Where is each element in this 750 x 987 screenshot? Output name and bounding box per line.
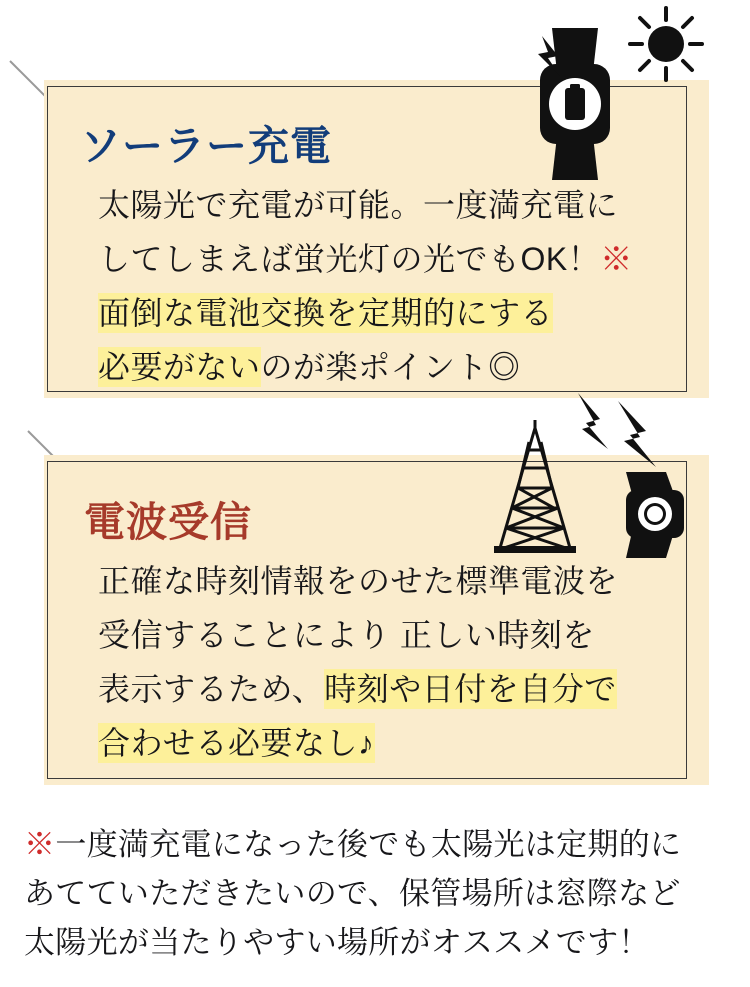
footnote xyxy=(24,820,734,967)
text-line xyxy=(98,554,698,608)
footnote-line xyxy=(24,869,734,918)
sun-icon xyxy=(600,0,710,90)
footnote-line xyxy=(24,918,734,967)
text-line xyxy=(98,608,698,662)
text-run: のが楽ポイント◎ xyxy=(260,349,521,385)
text-line xyxy=(98,716,698,770)
text-run: してしまえば蛍光灯の光でもOK！ xyxy=(98,241,601,277)
text-run: 表示するため、 xyxy=(98,671,325,707)
text-run: 太陽光で充電が可能。一度満充電に xyxy=(98,187,619,223)
text-run: 受信することにより 正しい時刻を xyxy=(98,617,595,653)
highlighted-text-run: 時刻や日付を自分で xyxy=(324,671,617,707)
solar-heading: ソーラー充電 xyxy=(80,123,332,169)
text-line xyxy=(98,232,698,286)
text-line xyxy=(98,178,698,232)
reference-mark: ※ xyxy=(600,241,633,277)
footnote-mark: ※ xyxy=(24,827,56,862)
footnote-text: あてていただきたいので、保管場所は窓際など xyxy=(24,876,681,911)
highlighted-text-run: 合わせる必要なし♪ xyxy=(98,725,375,761)
radio-body-text xyxy=(98,554,698,770)
solar-body-text xyxy=(98,178,698,394)
highlighted-text-run: 必要がない xyxy=(98,349,261,385)
text-line xyxy=(98,286,698,340)
text-run: 正確な時刻情報をのせた標準電波を xyxy=(98,563,619,599)
footnote-line xyxy=(24,820,734,869)
footnote-text: 一度満充電になった後でも太陽光は定期的に xyxy=(55,827,682,862)
radio-heading: 電波受信 xyxy=(84,499,252,545)
footnote-text: 太陽光が当たりやすい場所がオススメです！ xyxy=(24,925,650,960)
text-line xyxy=(98,340,698,394)
highlighted-text-run: 面倒な電池交換を定期的にする xyxy=(98,295,554,331)
text-line xyxy=(98,662,698,716)
